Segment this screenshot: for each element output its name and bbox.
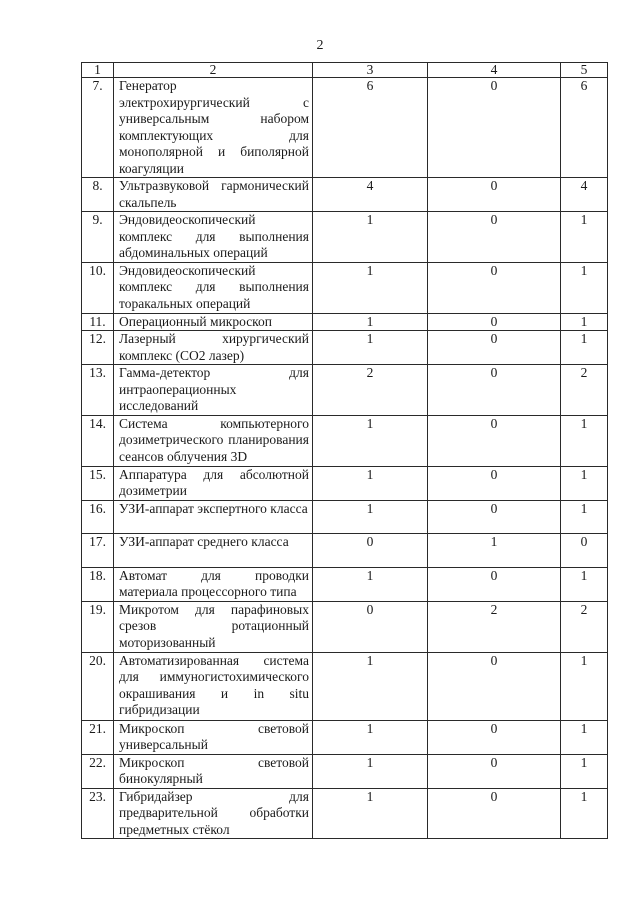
row-name: УЗИ-аппарат экспертного класса	[114, 500, 313, 533]
row-number: 18.	[82, 567, 114, 601]
table-row	[82, 365, 608, 416]
table-row	[82, 415, 608, 466]
row-name: Ультразвуковой гармонический скальпель	[114, 178, 313, 212]
row-value-col4: 0	[428, 331, 561, 365]
table-row	[82, 788, 608, 839]
row-value-col5: 1	[561, 567, 608, 601]
row-name: Автоматизированная система для иммуногистохимического окрашивания и in situ гибридизации	[114, 652, 313, 720]
row-value-col4: 0	[428, 466, 561, 500]
row-name: Операционный микроскоп	[114, 313, 313, 331]
row-value-col3: 1	[313, 313, 428, 331]
row-value-col5: 1	[561, 212, 608, 263]
row-number: 12.	[82, 331, 114, 365]
row-name: Гамма-детектор для интраоперационных исследований	[114, 365, 313, 416]
row-value-col3: 1	[313, 331, 428, 365]
table-row	[82, 212, 608, 263]
row-name: Микроскоп световой бинокулярный	[114, 754, 313, 788]
row-number: 17.	[82, 533, 114, 567]
table-row	[82, 754, 608, 788]
table-row	[82, 331, 608, 365]
row-value-col4: 0	[428, 788, 561, 839]
row-value-col4: 0	[428, 754, 561, 788]
row-number: 15.	[82, 466, 114, 500]
row-value-col3: 1	[313, 466, 428, 500]
table-row	[82, 500, 608, 533]
row-number: 14.	[82, 415, 114, 466]
row-number: 9.	[82, 212, 114, 263]
row-value-col4: 2	[428, 601, 561, 652]
equipment-table	[81, 62, 608, 839]
row-value-col5: 1	[561, 313, 608, 331]
column-header-1: 1	[82, 63, 114, 78]
row-value-col4: 0	[428, 652, 561, 720]
row-number: 16.	[82, 500, 114, 533]
row-name: Генератор электрохирургический с универсальным набором комплектующих для монополярной и биполярной коагуляции	[114, 78, 313, 178]
row-value-col3: 1	[313, 500, 428, 533]
table-row	[82, 601, 608, 652]
row-value-col5: 1	[561, 720, 608, 754]
row-value-col3: 1	[313, 720, 428, 754]
row-value-col5: 1	[561, 262, 608, 313]
row-value-col3: 1	[313, 567, 428, 601]
row-number: 8.	[82, 178, 114, 212]
table-row	[82, 567, 608, 601]
row-value-col3: 1	[313, 262, 428, 313]
row-value-col3: 0	[313, 601, 428, 652]
row-value-col4: 0	[428, 212, 561, 263]
row-value-col4: 0	[428, 313, 561, 331]
equipment-table-body	[82, 63, 608, 839]
column-header-5: 5	[561, 63, 608, 78]
row-number: 7.	[82, 78, 114, 178]
row-value-col5: 1	[561, 500, 608, 533]
row-value-col5: 1	[561, 466, 608, 500]
table-row	[82, 652, 608, 720]
row-value-col3: 1	[313, 415, 428, 466]
row-name: Эндовидеоскопический комплекс для выполнения торакальных операций	[114, 262, 313, 313]
table-row	[82, 533, 608, 567]
table-row	[82, 466, 608, 500]
row-value-col4: 1	[428, 533, 561, 567]
row-value-col5: 0	[561, 533, 608, 567]
row-value-col3: 1	[313, 788, 428, 839]
row-value-col5: 1	[561, 415, 608, 466]
row-number: 13.	[82, 365, 114, 416]
row-number: 10.	[82, 262, 114, 313]
row-name: Гибридайзер для предварительной обработки предметных стёкол	[114, 788, 313, 839]
row-number: 23.	[82, 788, 114, 839]
row-name: Аппаратура для абсолютной дозиметрии	[114, 466, 313, 500]
page-number: 2	[316, 38, 324, 53]
table-header-row	[82, 63, 608, 78]
row-value-col3: 1	[313, 652, 428, 720]
row-value-col5: 1	[561, 754, 608, 788]
row-value-col4: 0	[428, 415, 561, 466]
row-value-col4: 0	[428, 78, 561, 178]
row-number: 19.	[82, 601, 114, 652]
row-number: 11.	[82, 313, 114, 331]
row-value-col5: 1	[561, 788, 608, 839]
row-value-col3: 1	[313, 754, 428, 788]
table-row	[82, 78, 608, 178]
row-number: 21.	[82, 720, 114, 754]
row-name: Эндовидеоскопический комплекс для выполнения абдоминальных операций	[114, 212, 313, 263]
row-value-col3: 0	[313, 533, 428, 567]
row-value-col3: 4	[313, 178, 428, 212]
row-number: 22.	[82, 754, 114, 788]
row-value-col4: 0	[428, 720, 561, 754]
row-name: Микроскоп световой универсальный	[114, 720, 313, 754]
row-value-col4: 0	[428, 500, 561, 533]
row-value-col5: 6	[561, 78, 608, 178]
row-value-col4: 0	[428, 567, 561, 601]
row-name: Система компьютерного дозиметрического планирования сеансов облучения 3D	[114, 415, 313, 466]
row-value-col3: 2	[313, 365, 428, 416]
column-header-3: 3	[313, 63, 428, 78]
row-value-col4: 0	[428, 365, 561, 416]
row-value-col5: 2	[561, 601, 608, 652]
row-value-col4: 0	[428, 178, 561, 212]
row-number: 20.	[82, 652, 114, 720]
column-header-2: 2	[114, 63, 313, 78]
row-value-col4: 0	[428, 262, 561, 313]
row-value-col5: 1	[561, 652, 608, 720]
row-value-col3: 1	[313, 212, 428, 263]
row-value-col5: 4	[561, 178, 608, 212]
row-name: УЗИ-аппарат среднего класса	[114, 533, 313, 567]
table-row	[82, 262, 608, 313]
column-header-4: 4	[428, 63, 561, 78]
table-row	[82, 313, 608, 331]
row-name: Лазерный хирургический комплекс (СО2 лазер)	[114, 331, 313, 365]
row-value-col5: 2	[561, 365, 608, 416]
row-value-col5: 1	[561, 331, 608, 365]
table-row	[82, 720, 608, 754]
row-name: Автомат для проводки материала процессорного типа	[114, 567, 313, 601]
row-value-col3: 6	[313, 78, 428, 178]
row-name: Микротом для парафиновых срезов ротационный моторизованный	[114, 601, 313, 652]
table-row	[82, 178, 608, 212]
